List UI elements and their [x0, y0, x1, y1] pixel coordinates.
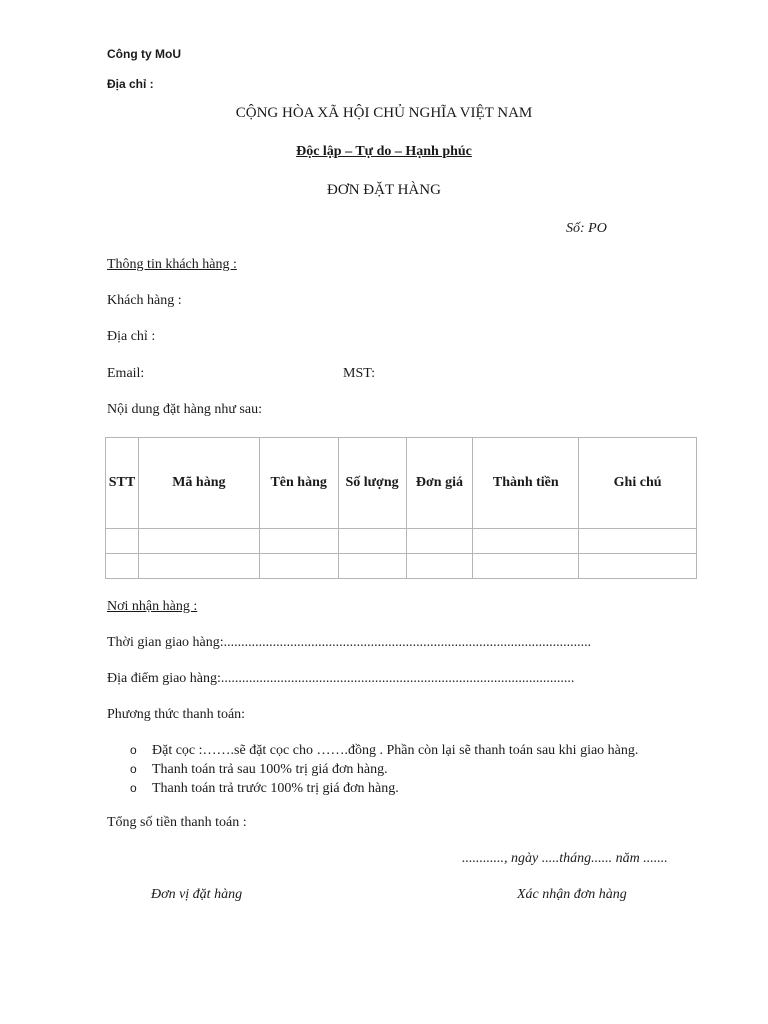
list-item — [130, 760, 638, 779]
column-header: Ghi chú — [579, 438, 697, 529]
delivery-place-label: Địa điểm giao hàng:..................................................................................................... — [107, 671, 575, 686]
customer-name-label: Khách hàng : — [107, 293, 182, 308]
column-header: Số lượng — [338, 438, 406, 529]
motto-wrapper — [0, 144, 768, 160]
table-cell — [338, 554, 406, 579]
table-cell — [106, 554, 139, 579]
table-row — [106, 529, 697, 554]
customer-info-heading: Thông tin khách hàng : — [107, 257, 237, 272]
date-line: ............, ngày .....tháng...... năm ....... — [462, 851, 668, 866]
payment-option-text: Thanh toán trả sau 100% trị giá đơn hàng. — [152, 762, 388, 777]
document-title: ĐƠN ĐẶT HÀNG — [327, 182, 441, 198]
payment-options-list — [130, 741, 638, 798]
order-intro: Nội dung đặt hàng như sau: — [107, 402, 262, 417]
column-header: Thành tiền — [473, 438, 579, 529]
table-cell — [579, 529, 697, 554]
table-cell — [138, 554, 259, 579]
table-cell — [406, 554, 473, 579]
motto: Độc lập – Tự do – Hạnh phúc — [296, 144, 472, 159]
list-item — [130, 741, 638, 760]
bullet-marker: o — [130, 743, 137, 757]
order-table — [105, 437, 697, 579]
column-header: Đơn giá — [406, 438, 473, 529]
table-cell — [473, 554, 579, 579]
payment-method-label: Phương thức thanh toán: — [107, 707, 246, 722]
column-header: Mã hàng — [138, 438, 259, 529]
customer-address-label: Địa chỉ : — [107, 329, 156, 344]
table-cell — [338, 529, 406, 554]
table-cell — [473, 529, 579, 554]
bullet-marker: o — [130, 762, 137, 776]
delivery-heading: Nơi nhận hàng : — [107, 599, 198, 614]
table-cell — [106, 529, 139, 554]
column-header: STT — [106, 438, 139, 529]
payment-option-text: Thanh toán trả trước 100% trị giá đơn hàng. — [152, 781, 399, 796]
column-header: Tên hàng — [259, 438, 338, 529]
total-amount-label: Tổng số tiền thanh toán : — [107, 815, 247, 830]
table-cell — [579, 554, 697, 579]
table-header-row — [106, 438, 697, 529]
table-row — [106, 554, 697, 579]
table-cell — [406, 529, 473, 554]
table-cell — [259, 554, 338, 579]
customer-tax-label: MST: — [343, 366, 375, 381]
nation-heading: CỘNG HÒA XÃ HỘI CHỦ NGHĨA VIỆT NAM — [235, 105, 533, 121]
table-cell — [259, 529, 338, 554]
payment-option-text: Đặt cọc :…….sẽ đặt cọc cho …….đồng . Phần còn lại sẽ thanh toán sau khi giao hàng. — [152, 743, 639, 758]
po-number: Số: PO — [566, 221, 607, 236]
delivery-time-label: Thời gian giao hàng:......................................................................................................... — [107, 635, 592, 650]
company-address-label: Địa chỉ : — [107, 77, 154, 91]
signature-right-label: Xác nhận đơn hàng — [517, 887, 627, 902]
signature-left-label: Đơn vị đặt hàng — [151, 887, 243, 902]
table-cell — [138, 529, 259, 554]
bullet-marker: o — [130, 781, 137, 795]
list-item — [130, 779, 638, 798]
customer-email-label: Email: — [107, 366, 145, 381]
company-name: Công ty MoU — [107, 47, 181, 61]
